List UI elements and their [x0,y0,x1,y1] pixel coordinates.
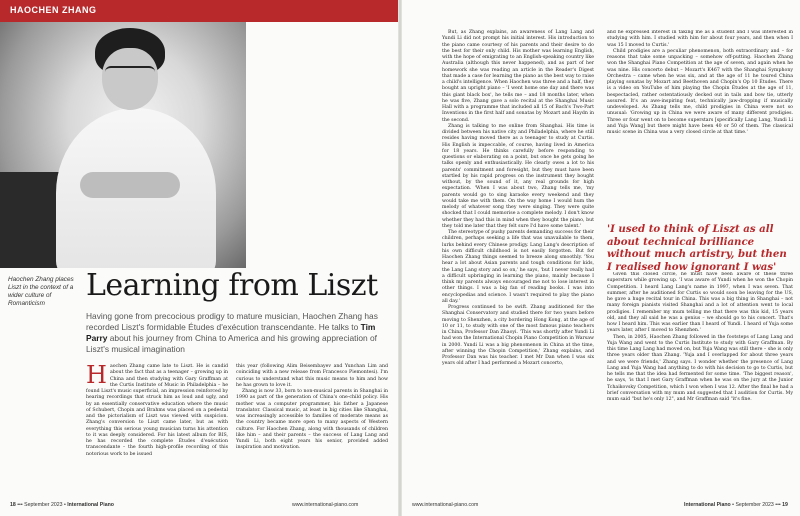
left-column-2 [236,364,388,452]
body-paragraph: But, as Zhang explains, an awareness of Lang Lang and Yundi Li did not prompt his initial interest. His introduction to the piano came courtesy of his parents and their desire to do the best for their only child. His mother was learning English, with the hope of emigrating to an English-speaking country like Australia (although this never happened), and as part of her homework she was reading an article in the Reader's Digest that made a case for learning the piano as the best way to raise a child's intelligence. When Haochen was three and a half, they bought an upright piano – 'I went home one day and there was this giant black box', he tells me – and 18 months later, when he was five, Zhang gave a solo recital at the Shanghai Music Hall with a programme that included all 15 of Bach's Two-Part Inventions in the first half and sonatas by Mozart and Haydn in the second. [442,30,595,123]
page-number: 18 [10,502,16,508]
left-footer-url: www.international-piano.com [292,502,359,508]
article-standfirst [86,311,386,355]
right-column-2-top [607,30,793,218]
body-paragraph: The stereotype of pushy parents demanding success for their children, perhaps seeking a life that was unavailable to them, lurks behind every Chinese prodigy. Lang Lang's description of his own difficult childhood is not easily forgotten. But for Haochen Zhang things seemed to breeze along smoothly. 'You hear a lot about Asian parents and tough conditions for kids, the Lang Lang story and so on,' he says, 'but I never really had a difficult upbringing in learning the piano, mainly because I think my parents always encouraged me not to lose interest in other things. I was a big fan of reading books. I was into encyclopedias and science. I wasn't required to play the piano all day.' [442,230,594,304]
photo-hands [80,172,180,198]
page-number: 19 [782,502,788,508]
issue-date: September 2023 [24,502,63,508]
photo-glasses [105,66,155,80]
left-column-1 [86,361,228,458]
body-paragraph: this year (following Alim Beisembayev and Yunchan Lim and coinciding with a new release from Francesco Piemontesi). I'm curious to understand what this music means to him and how he has grown to love it. [236,364,388,388]
body-paragraph: Given this closed circle, he must have been aware of these three superstars while growing up. 'I was aware of Yundi when he won the Chopin Competition. I heard Lang Lang's name in 1997, when I was seven. That summer, after he auditioned for Curtis so would soon be leaving for the US, he gave a huge recital tour in China. This was a big thing in Shanghai – not many foreign pianists visited Shanghai and a lot of attention went to local prodigies. I remember my mum telling me that there was this kid, 15 years old, and they all said he was a genius – we should go to his concert. That's how I heard him. This was earlier than I heard of Yundi. I heard of Yuja some years later, after I moved to Shenzhen.' [607,272,793,334]
author-name: Tim Parry [86,322,376,343]
standfirst-before: Having gone from precocious prodigy to mature musician, Haochen Zhang has recorded Liszt's formidable Études d'exécution transcendante. He talks to [86,311,378,332]
piano-shadow [0,172,60,268]
left-footer: 18 ••• September 2023 • International Piano [10,502,114,508]
body-paragraph: and he expressed interest in taking me as a student and I was interested in studying with him. I studied with him for about four years, and then when I was 15 I moved to Curtis.' [607,30,793,48]
header-title: HAOCHEN ZHANG [10,5,97,15]
article-headline: Learning from Liszt [86,268,378,303]
right-footer-url: www.international-piano.com [412,502,479,508]
right-column-2-bottom [607,272,793,498]
body-paragraph: Progress continued to be swift. Zhang auditioned for the Shanghai Conservatory and studied there for two years before moving to Shenzhen, a city bordering Hong Kong, at the age of 10 or 11, to study with one of the most famous piano teachers in China, Professor Dan Zhaoyi. 'This was shortly after Yundi Li had won the International Chopin Piano Competition in Warsaw in 2000. Yundi Li was a big phenomenon in China at the time, after winning the Chopin Competition,' Zhang explains, and Professor Dan was his teacher. I met Mr Dan when I was six years old after I had performed a Mozart concerto, [442,305,595,367]
magazine-name: International Piano [684,502,731,508]
standfirst-after: about his journey from China to America and his growing appreciation of Liszt's musical imagination [86,333,377,354]
right-column-1 [442,30,594,368]
body-paragraph: Zhang is talking to me online from Shanghai. His time is divided between his native city and Philadelphia, where he still resides having moved there as a teenager to study at Curtis. His English is impeccable, of course, having lived in America for 18 years. He thinks carefully before responding to questions or elaborating on a point, but once he gets going he talks openly and enthusiastically. He clearly owes a lot to his parents' commitment and foresight, but they must have been startled by his rapid progress on the instrument they bought without, by the sound of it, any real grounds for high expectation. 'When I was about two, Zhang tells me, 'my parents would go to sing karaoke every weekend and they would take me with them. On the way home I would hum the melody of whatever song they were singing. They were quite shocked that I could memorise a complete melody. I don't know whether they had this in mind when they bought the piano, but they told me later that they felt sure I'd have some talent.' [442,123,594,229]
drop-cap: H [86,361,107,389]
header-bar [0,0,398,22]
right-page [402,0,800,516]
left-page [0,0,398,516]
body-paragraph: Haochen Zhang came late to Liszt. He is candid about the fact that as a teenager – growing up in China and then studying with Gary Graffman at the Curtis Institute of Music in Philadelphia – he found Liszt's music superficial, an impression reinforced by hearing recordings that struck him as loud and ugly, and by an essentially conservative education where the music of Schubert, Chopin and Brahms was placed on a pedestal and the pictorialism of Liszt was viewed with suspicion. Zhang's conversion to Liszt came later, but as with everything this serious young musician turns his attention to it was deeply considered. For his latest album for BIS, he has recorded the complete Études d'exécution transcendante – the fourth high-profile recording of this notorious work to be issued [86,361,228,457]
pianist-photo [0,22,246,268]
right-footer: International Piano • September 2023 ••• 19 [684,502,788,508]
body-paragraph: Child prodigies are a peculiar phenomenon, both extraordinary and – for reasons that take some unpacking – somehow off-putting. Haochen Zhang won the Shanghai Piano Competition at the age of seven, and again when he was nine. His concerto debut – Mozart's K467 with the Shanghai Symphony Orchestra – came when he was six, and at the age of 11 he toured China playing sonatas by Mozart and Beethoven and Chopin's Op 10 Études. There is a video on YouTube of him playing the Chopin Études at the age of 11, bespectacled, rather ostentatiously decked out in tails and bow tie, utterly assured. It's an awe-inspiring feat, technically jaw-dropping if musically undeveloped. As Zhang tells me, child prodigies in China were not so unusual: 'Growing up in China we were aware of many different prodigies. Three or four went on to become superstars [specifically Lang Lang, Yundi Li and Yuja Wang] but there might have been 40 or 50 of them. The classical music scene in China was a very closed circle at that time.' [607,48,793,135]
magazine-name: International Piano [67,502,114,508]
pull-quote: 'I used to think of Liszt as all about technical brilliance without much artistry, but then I realised how ignorant I was' [607,223,787,273]
body-paragraph: Then, in 2005, Haochen Zhang followed in the footsteps of Lang Lang and Yuja Wang and went to the Curtis Institute to study with Gary Graffman. By this time Lang Lang had moved on, but Yuja Wang was still there – she is only three years older than Zhang. 'Yuja and I overlapped for about three years and we were friends,' Zhang says. I wonder whether the presence of Lang Lang and Yuja Wang had anything to do with his decision to go to Curtis, but he tells me that the idea had fermented for some time. 'The biggest reason', he says, 'is that I met Gary Graffman when he was on the jury at the Junior Tchaikovsky Competition, which I won when I was 12. After the final he had a brief conversation with my mum and suggested that I audition for Curtis. My mum said "but he's only 12", and Mr Graffman said "it's fine. [607,334,793,402]
photo-caption: Haochen Zhang places Liszt in the context of a wider culture of Romanticism [8,276,74,307]
body-paragraph: Zhang is now 33, born to non-musical parents in Shanghai in 1990 as part of the generation of China's one-child policy. His mother was a computer programmer, his father a Japanese translator. Classical music, at least in big cities like Shanghai, was increasingly accessible to families of moderate means as the country became more open to many aspects of Western culture. For Haochen Zhang, along with thousands of children like him – and their parents – the success of Lang Lang and Yundi Li, both eight years his senior, provided added inspiration and motivation. [236,389,388,451]
issue-date: September 2023 [735,502,774,508]
